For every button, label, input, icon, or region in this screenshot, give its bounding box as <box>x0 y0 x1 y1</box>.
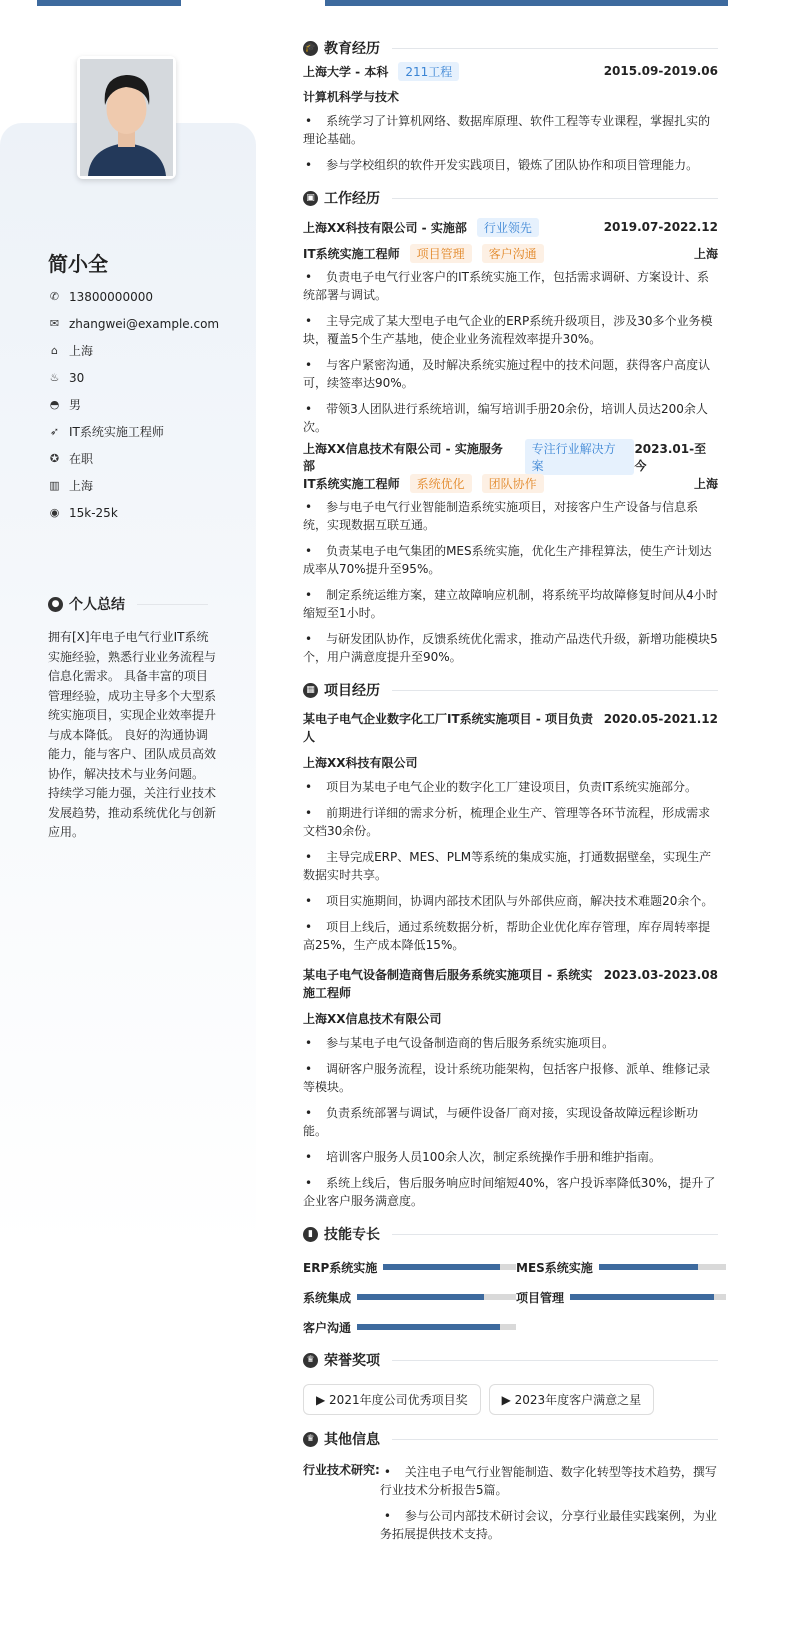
project-date: 2023.03-2023.08 <box>603 968 718 982</box>
education-header <box>303 58 718 84</box>
job-header <box>303 214 718 240</box>
bullet-item: • 参与电子电气行业智能制造系统实施项目，对接客户生产设备与信息系统，实现数据互联互通。 <box>303 498 718 534</box>
bullet-list <box>303 498 718 666</box>
bullet-list <box>303 778 718 954</box>
awards-list <box>303 1384 718 1415</box>
skill-name: 系统集成 <box>303 1290 352 1305</box>
awards-section <box>303 1350 718 1415</box>
project-date: 2020.05-2021.12 <box>603 712 718 726</box>
contact-text: 上海 <box>69 344 94 358</box>
major: 计算机科学与技术 <box>303 90 400 104</box>
contact-item <box>48 445 219 472</box>
job-entry <box>303 214 718 436</box>
bullet-list <box>303 268 718 436</box>
award-name: 2023年度客户满意之星 <box>514 1393 642 1407</box>
award-name: 2021年度公司优秀项目奖 <box>329 1393 468 1407</box>
play-icon: ▶ <box>316 1393 330 1407</box>
bullet-item: • 参与某电子电气设备制造商的售后服务系统实施项目。 <box>303 1034 718 1052</box>
bullet-item: • 制定系统运维方案，建立故障响应机制，将系统平均故障修复时间从4小时缩短至1小时。 <box>303 586 718 622</box>
education-date: 2015.09-2019.06 <box>603 64 718 78</box>
skill-bar <box>357 1294 516 1300</box>
work-section <box>303 188 718 666</box>
skill-item <box>516 1288 726 1306</box>
divider <box>392 1439 718 1440</box>
summary-heading <box>48 594 208 614</box>
top-accent-bar-right <box>325 0 728 6</box>
company-name: 上海XX信息技术有限公司 - 实施服务部 <box>303 442 503 473</box>
other-section <box>303 1429 718 1555</box>
skill-name: 客户沟通 <box>303 1320 352 1335</box>
cake-icon: ♨ <box>49 371 60 384</box>
bullet-item: • 负责电子电气行业客户的IT系统实施工作，包括需求调研、方案设计、系统部署与调试。 <box>303 268 718 304</box>
job-header <box>303 442 718 473</box>
divider <box>392 1234 718 1235</box>
bullet-item: • 项目实施期间，协调内部技术团队与外部供应商，解决技术难题20余个。 <box>303 892 718 910</box>
job-role-row <box>303 240 718 266</box>
contact-item <box>48 310 219 337</box>
school-tag: 211工程 <box>398 62 459 81</box>
contact-text: zhangwei@example.com <box>69 316 220 331</box>
section-title: 个人总结 <box>69 597 125 613</box>
contact-item <box>48 391 219 418</box>
skill-name: MES系统实施 <box>516 1260 593 1275</box>
award-badge <box>303 1384 481 1415</box>
bullet-item: • 参与学校组织的软件开发实践项目，锻炼了团队协作和项目管理能力。 <box>303 156 718 174</box>
company-tag: 行业领先 <box>477 218 539 237</box>
skill-bar-fill <box>357 1294 484 1300</box>
skill-bar-fill <box>357 1324 500 1330</box>
status-icon: ✪ <box>49 452 60 465</box>
profile-photo <box>77 56 176 179</box>
skill-item <box>303 1318 516 1336</box>
briefcase-icon: ▣ <box>303 191 318 206</box>
building-icon: ▥ <box>49 479 60 492</box>
contact-text: IT系统实施工程师 <box>69 425 164 439</box>
role-info <box>303 244 544 263</box>
skill-bar-fill <box>599 1264 698 1270</box>
project-name: 某电子电气企业数字化工厂IT系统实施项目 - 项目负责人 <box>303 712 593 744</box>
job-city: 上海 <box>693 246 718 261</box>
skill-bar <box>383 1264 516 1270</box>
job-role: IT系统实施工程师 <box>303 476 400 491</box>
projects-section <box>303 680 718 1210</box>
contact-text: 上海 <box>69 479 94 493</box>
skill-tag: 系统优化 <box>410 474 472 493</box>
bullet-item: • 负责系统部署与调试，与硬件设备厂商对接，实现设备故障远程诊断功能。 <box>303 1104 718 1140</box>
section-title: 其他信息 <box>324 1432 380 1448</box>
contact-item <box>48 364 219 391</box>
other-info-row <box>303 1461 718 1555</box>
summary-text: 拥有[X]年电子电气行业IT系统实施经验，熟悉行业业务流程与信息化需求。 具备丰富的项目管理经验，成功主导多个大型系统实施项目，实现企业效率提升与成本降低。 良好的沟通协调能力，能与客户、团队成员高效协作，解决技术与业务问题。 持续学习能力强，关注行业技术发展趋势，推动系统优化与创新应用。 <box>48 630 217 839</box>
bullet-item: • 主导完成ERP、MES、PLM等系统的集成实施，打通数据壁垒，实现生产数据实时共享。 <box>303 848 718 884</box>
section-heading <box>303 680 718 700</box>
contact-list <box>48 283 219 526</box>
user-icon: ● <box>48 597 63 612</box>
contact-item <box>48 337 219 364</box>
bullet-item: • 调研客户服务流程，设计系统功能架构，包括客户报修、派单、维修记录等模块。 <box>303 1060 718 1096</box>
section-heading <box>303 1224 718 1244</box>
grid-icon: ▦ <box>303 683 318 698</box>
project-company: 上海XX信息技术有限公司 <box>303 1012 442 1026</box>
other-label: 行业技术研究: <box>303 1463 380 1477</box>
job-role: IT系统实施工程师 <box>303 246 400 261</box>
graduation-cap-icon: 🎓 <box>303 41 318 56</box>
job-date: 2019.07-2022.12 <box>603 220 718 234</box>
divider <box>392 198 718 199</box>
contact-item <box>48 499 219 526</box>
bullet-item: • 主导完成了某大型电子电气企业的ERP系统升级项目，涉及30多个业务模块，覆盖5个生产基地，使企业业务流程效率提升30%。 <box>303 312 718 348</box>
skill-item <box>303 1288 516 1306</box>
section-heading <box>303 1429 718 1449</box>
school-info <box>303 62 459 81</box>
bullet-item: • 与研发团队协作，反馈系统优化需求，推动产品迭代升级，新增功能模块5个，用户满意度提升至90%。 <box>303 630 718 666</box>
project-company: 上海XX科技有限公司 <box>303 756 418 770</box>
skill-bar <box>599 1264 726 1270</box>
skill-tag: 团队协作 <box>482 474 544 493</box>
project-entry <box>303 706 718 954</box>
bullet-item: • 项目为某电子电气企业的数字化工厂建设项目，负责IT系统实施部分。 <box>303 778 718 796</box>
section-heading <box>303 1350 718 1370</box>
skill-tag: 项目管理 <box>410 244 472 263</box>
top-accent-bar-left <box>37 0 181 6</box>
bullet-item: • 与客户紧密沟通，及时解决系统实施过程中的技术问题，获得客户高度认可，续签率达90%。 <box>303 356 718 392</box>
skills-section <box>303 1224 718 1336</box>
contact-text: 在职 <box>69 452 94 466</box>
bullet-item: • 系统学习了计算机网络、数据库原理、软件工程等专业课程，掌握扎实的理论基础。 <box>303 112 718 148</box>
candidate-name: 简小全 <box>48 252 108 276</box>
project-header <box>303 706 718 750</box>
bullet-item: • 项目上线后，通过系统数据分析，帮助企业优化库存管理，库存周转率提高25%，生产成本降低15%。 <box>303 918 718 954</box>
contact-item <box>48 418 219 445</box>
project-header <box>303 962 718 1006</box>
contact-item <box>48 283 219 310</box>
skills-grid <box>303 1258 718 1336</box>
divider <box>392 690 718 691</box>
bullet-item: • 前期进行详细的需求分析，梳理企业生产、管理等各环节流程，形成需求文档30余份。 <box>303 804 718 840</box>
job-entry <box>303 444 718 666</box>
contact-text: 13800000000 <box>69 289 153 304</box>
bullet-list <box>303 1034 718 1210</box>
project-name: 某电子电气设备制造商售后服务系统实施项目 - 系统实施工程师 <box>303 968 593 1000</box>
divider <box>392 48 718 49</box>
divider <box>137 604 208 605</box>
skill-item <box>303 1258 516 1276</box>
bullet-item: • 关注电子电气行业智能制造、数字化转型等技术趋势，撰写行业技术分析报告5篇。 <box>380 1463 718 1499</box>
divider <box>392 1360 718 1361</box>
skill-bar <box>357 1324 516 1330</box>
bullet-item: • 系统上线后，售后服务响应时间缩短40%，客户投诉率降低30%，提升了企业客户服务满意度。 <box>303 1174 718 1210</box>
skill-name: ERP系统实施 <box>303 1260 378 1275</box>
home-icon: ⌂ <box>51 344 58 357</box>
bullet-item: • 培训客户服务人员100余人次，制定系统操作手册和维护指南。 <box>303 1148 718 1166</box>
main-content <box>303 38 718 1555</box>
bullet-item: • 参与公司内部技术研讨会议，分享行业最佳实践案例，为业务拓展提供技术支持。 <box>380 1507 718 1543</box>
skill-bar-fill <box>383 1264 500 1270</box>
section-title: 项目经历 <box>324 683 380 699</box>
section-title: 教育经历 <box>324 41 380 57</box>
bullet-item: • 负责某电子电气集团的MES系统实施，优化生产排程算法，使生产计划达成率从70%提升至95%。 <box>303 542 718 578</box>
job-city: 上海 <box>693 476 718 491</box>
play-icon: ▶ <box>501 1393 515 1407</box>
school-name: 上海大学 - 本科 <box>303 64 389 79</box>
skill-bar <box>570 1294 726 1300</box>
info-icon: ♛ <box>303 1432 318 1447</box>
award-badge <box>489 1384 655 1415</box>
bullet-list <box>303 112 718 174</box>
gender-icon: ◓ <box>49 398 60 411</box>
send-icon: ➶ <box>49 425 60 438</box>
role-info <box>303 474 544 493</box>
bullet-item: • 带领3人团队进行系统培训，编写培训手册20余份，培训人员达200余人次。 <box>303 400 718 436</box>
section-heading <box>303 38 718 58</box>
salary-icon: ◉ <box>49 506 60 519</box>
chart-icon: ▮ <box>303 1227 318 1242</box>
project-entry <box>303 962 718 1210</box>
skill-bar-fill <box>570 1294 714 1300</box>
skill-name: 项目管理 <box>516 1290 565 1305</box>
contact-text: 15k-25k <box>69 505 118 520</box>
bullet-list <box>380 1463 718 1551</box>
contact-text: 30 <box>69 370 85 385</box>
company-info <box>303 218 539 237</box>
section-heading <box>303 188 718 208</box>
contact-text: 男 <box>69 398 82 412</box>
job-date: 2023.01-至今 <box>634 442 707 473</box>
section-title: 技能专长 <box>324 1227 380 1243</box>
company-info <box>303 439 634 475</box>
contact-item <box>48 472 219 499</box>
skill-item <box>516 1258 726 1276</box>
company-name: 上海XX科技有限公司 - 实施部 <box>303 220 467 235</box>
skill-tag: 客户沟通 <box>482 244 544 263</box>
section-title: 工作经历 <box>324 191 380 207</box>
mail-icon: ✉ <box>49 317 60 330</box>
section-title: 荣誉奖项 <box>324 1353 380 1369</box>
award-icon: ♛ <box>303 1353 318 1368</box>
education-section <box>303 38 718 174</box>
company-tag: 专注行业解决方案 <box>525 439 635 475</box>
phone-icon: ✆ <box>49 290 60 303</box>
